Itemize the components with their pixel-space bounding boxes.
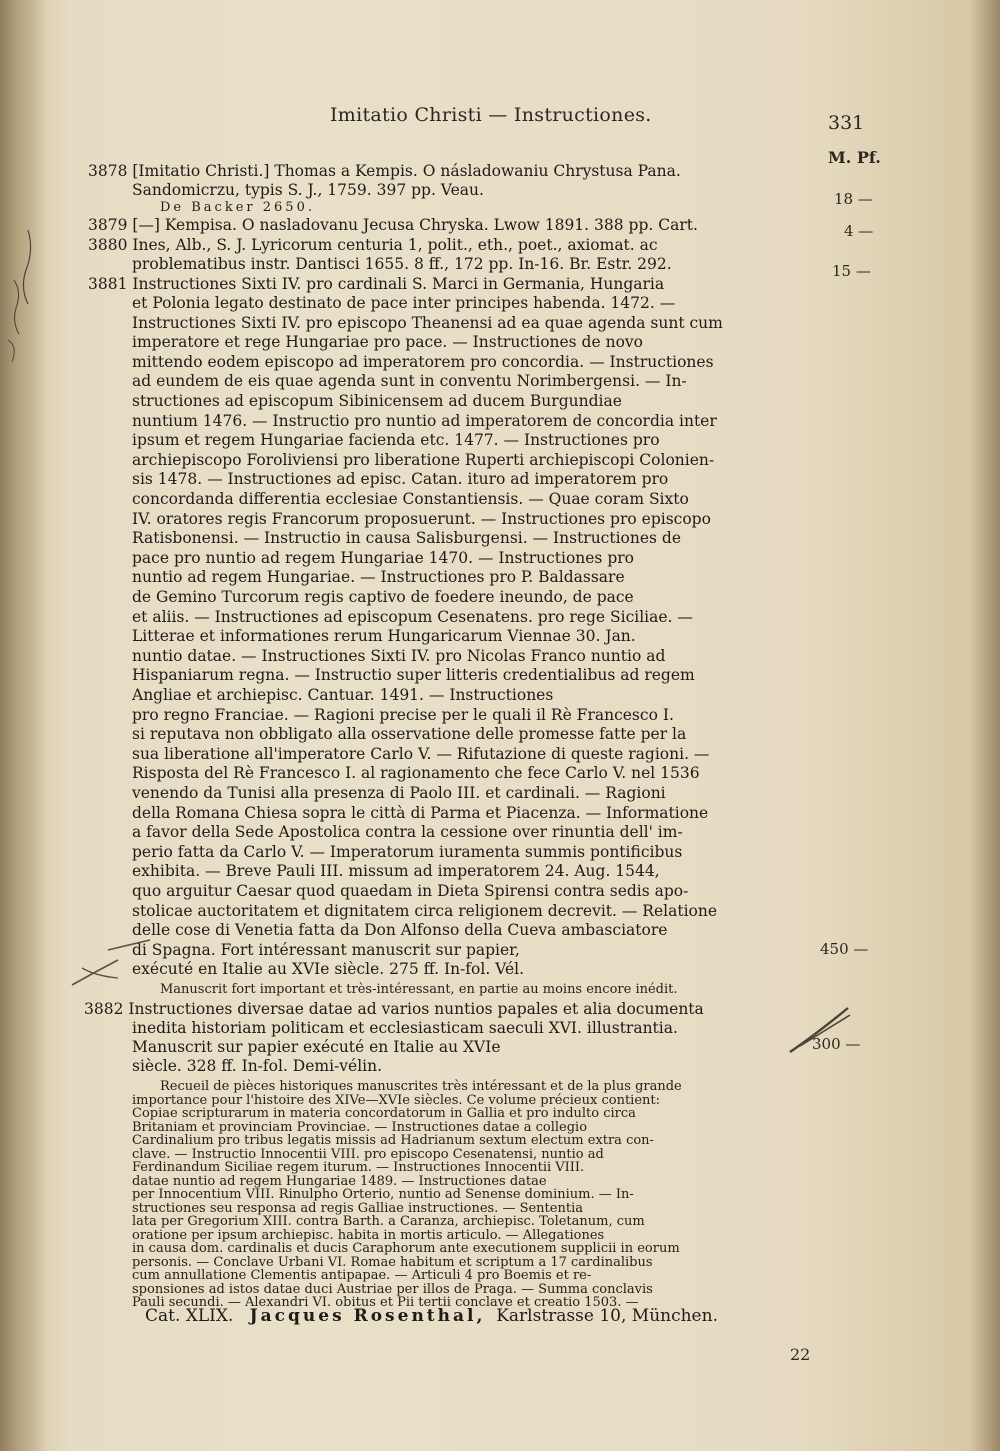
footer-catalog-number: Cat. XLIX. (145, 1306, 234, 1326)
body-line: Angliae et archiepisc. Cantuar. 1491. — Instructiones (132, 686, 554, 704)
body-line: pace pro nuntio ad regem Hungariae 1470. — Instructiones pro (132, 548, 634, 567)
catalog-footer (145, 1306, 718, 1326)
body-line: ad eundem de eis quae agenda sunt in conventu Norimbergensi. — In- (132, 372, 687, 391)
price-3880: 15 — (832, 262, 871, 280)
body-line: stolicae auctoritatem et dignitatem circa religionem decrevit. — Relatione (132, 901, 718, 920)
entry-3878-line1: 3878 [Imitatio Christi.] Thomas a Kempis. O násladowaniu Chrystusa Pana. (88, 162, 681, 180)
small-line: lata per Gregorium XIII. contra Barth. a Caranza, archiepisc. Toletanum, cum (132, 1214, 645, 1229)
body-line: concordanda differentia ecclesiae Constantiensis. — Quae coram Sixto (132, 490, 689, 508)
small-line: Cardinalium pro tribus legatis missis ad Hadrianum sextum electum extra con- (132, 1133, 654, 1148)
body-line: archiepiscopo Foroliviensi pro liberatione Ruperti archiepiscopi Colonien- (132, 450, 715, 469)
small-line: Copiae scripturarum in materia concordatorum in Gallia et pro indulto circa (132, 1106, 636, 1121)
body-line: pro regno Franciae. — Ragioni precise per le quali il Rè Francesco I. (132, 705, 674, 724)
footer-address: Karlstrasse 10, München. (496, 1306, 718, 1326)
body-line: sis 1478. — Instructiones ad episc. Catan. ituro ad imperatorem pro (132, 470, 669, 489)
page-number: 331 (828, 112, 865, 134)
body-line: nuntium 1476. — Instructio pro nuntio ad imperatorem de concordia inter (132, 411, 717, 430)
book-gutter (0, 0, 48, 1451)
body-line: de Gemino Turcorum regis captivo de foedere ineundo, de pace (132, 588, 634, 606)
page-title: Imitatio Christi — Instructiones. (330, 104, 652, 126)
entry-3879: 3879 [—] Kempisa. O nasladovanu Jecusa Chryska. Lwow 1891. 388 pp. Cart. (88, 216, 698, 234)
body-line: Litterae et informationes rerum Hungaricarum Viennae 30. Jan. (132, 627, 636, 646)
entry-3878-reference: De Backer 2650. (160, 200, 315, 215)
small-line: Britaniam et provinciam Provinciae. — Instructiones datae a collegio (132, 1119, 588, 1135)
small-line: datae nuntio ad regem Hungariae 1489. — Instructiones datae (132, 1173, 547, 1189)
body-line: et Polonia legato destinato de pace inter principes habenda. 1472. — (132, 294, 676, 312)
entry-3882-line3: Manuscrit sur papier exécuté en Italie au XVIe (132, 1038, 501, 1056)
small-line: in causa dom. cardinalis et ducis Caraphorum ante executionem supplicii in eorum (132, 1241, 680, 1256)
entry-3882-line4: siècle. 328 ff. In-fol. Demi-vélin. (132, 1057, 383, 1075)
body-line: di Spagna. Fort intéressant manuscrit sur papier, (132, 940, 520, 959)
signature-mark: 22 (790, 1345, 811, 1364)
body-line: structiones ad episcopum Sibinicensem ad ducem Burgundiae (132, 392, 622, 410)
small-line: structiones seu responsa ad regis Galliae instructiones. — Sententia (132, 1200, 583, 1216)
entry-3882-line1: 3882 Instructiones diversae datae ad varios nuntios papales et alia documenta (84, 1000, 704, 1018)
body-line: exhibita. — Breve Pauli III. missum ad imperatorem 24. Aug. 1544, (132, 862, 660, 881)
small-line: importance pour l'histoire des XIVe—XVIe siècles. Ce volume précieux contient: (132, 1092, 660, 1108)
small-line: clave. — Instructio Innocentii VIII. pro episcopo Cesenatensi, nuntio ad (132, 1146, 604, 1162)
small-line: per Innocentium VIII. Rinulpho Orterio, nuntio ad Senense dominium. — In- (132, 1187, 634, 1202)
entry-3880-line2: problematibus instr. Dantisci 1655. 8 ff., 172 pp. In-16. Br. Estr. 292. (132, 255, 672, 273)
body-line: ipsum et regem Hungariae facienda etc. 1477. — Instructiones pro (132, 431, 660, 450)
price-column-heading: M. Pf. (828, 148, 881, 167)
body-line: IV. oratores regis Francorum proposuerunt. — Instructiones pro episcopo (132, 509, 711, 528)
small-line: sponsiones ad istos datae duci Austriae per illos de Praga. — Summa conclavis (132, 1281, 653, 1297)
small-line: oratione per ipsum archiepisc. habita in mortis articulo. — Allegationes (132, 1227, 605, 1243)
body-line: Ratisbonensi. — Instructio in causa Salisburgensi. — Instructiones de (132, 529, 682, 548)
body-line: et aliis. — Instructiones ad episcopum Cesenatens. pro rege Siciliae. — (132, 607, 693, 626)
entry-3881-note: Manuscrit fort important et très-intéressant, en partie au moins encore inédit. (160, 982, 678, 997)
body-line: della Romana Chiesa sopra le città di Parma et Piacenza. — Informatione (132, 803, 709, 822)
body-line: exécuté en Italie au XVIe siècle. 275 ff. In-fol. Vél. (132, 960, 524, 979)
body-line: Hispaniarum regna. — Instructio super litteris credentialibus ad regem (132, 666, 695, 685)
small-line: Recueil de pièces historiques manuscrites très intéressant et de la plus grande (160, 1079, 682, 1094)
price-3878: 18 — (834, 190, 873, 208)
body-line: perio fatta da Carlo V. — Imperatorum iuramenta summis pontificibus (132, 842, 683, 861)
small-line: personis. — Conclave Urbani VI. Romae habitum et scriptum a 17 cardinalibus (132, 1254, 653, 1270)
entry-3880-line1: 3880 Ines, Alb., S. J. Lyricorum centuria 1, polit., eth., poet., axiomat. ac (88, 236, 658, 254)
body-line: delle cose di Venetia fatta da Don Alfonso della Cueva ambasciatore (132, 921, 668, 940)
body-line: venendo da Tunisi alla presenza di Paolo III. et cardinali. — Ragioni (132, 784, 666, 802)
body-line: Risposta del Rè Francesco I. al ragionamento che fece Carlo V. nel 1536 (132, 764, 700, 783)
footer-publisher: Jacques Rosenthal, (249, 1306, 486, 1326)
body-line: mittendo eodem episcopo ad imperatorem pro concordia. — Instructiones (132, 352, 714, 371)
price-3882: 300 — (812, 1035, 861, 1053)
small-line: Ferdinandum Siciliae regem iturum. — Instructiones Innocentii VIII. (132, 1160, 585, 1175)
body-line: a favor della Sede Apostolica contra la cessione over rinuntia dell' im- (132, 823, 683, 842)
entry-3878-line2: Sandomicrzu, typis S. J., 1759. 397 pp. Veau. (132, 181, 484, 199)
body-line: nuntio ad regem Hungariae. — Instructiones pro P. Baldassare (132, 568, 625, 587)
entry-3882-line2: inedita historiam politicam et ecclesiasticam saeculi XVI. illustrantia. (132, 1019, 678, 1037)
body-line: Instructiones Sixti IV. pro episcopo Theanensi ad ea quae agenda sunt cum (132, 313, 723, 332)
body-line: quo arguitur Caesar quod quaedam in Dieta Spirensi contra sedis apo- (132, 882, 689, 900)
body-line: imperatore et rege Hungariae pro pace. — Instructiones de novo (132, 333, 643, 352)
price-3879: 4 — (844, 222, 874, 240)
small-line: cum annullatione Clementis antipapae. — Articuli 4 pro Boemis et re- (132, 1268, 592, 1283)
body-line: sua liberatione all'imperatore Carlo V. — Rifutazione di queste ragioni. — (132, 744, 710, 763)
entry-3881-line1: 3881 Instructiones Sixti IV. pro cardinali S. Marci in Germania, Hungaria (88, 275, 665, 293)
small-line: Pauli secundi. — Alexandri VI. obitus et Pii tertii conclave et creatio 1503. — (132, 1295, 639, 1310)
body-line: nuntio datae. — Instructiones Sixti IV. pro Nicolas Franco nuntio ad (132, 646, 666, 665)
body-line: si reputava non obbligato alla osservatione delle promesse fatte per la (132, 725, 687, 744)
price-3881: 450 — (820, 940, 869, 958)
